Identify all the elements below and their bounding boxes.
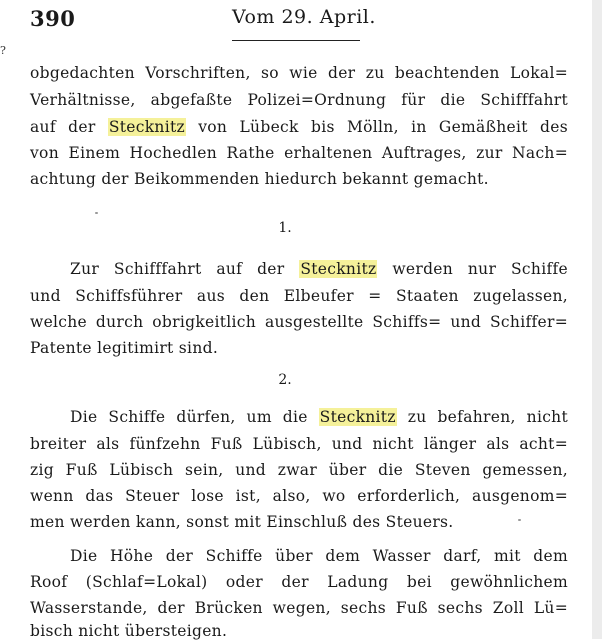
text-line: Die Schiffe dürfen, um die Stecknitz zu befahren, nicht <box>70 408 568 426</box>
text-line: Wasserstande, der Brücken wegen, sechs Fuß sechs Zoll Lü= <box>30 599 568 617</box>
header-rule <box>232 40 360 41</box>
text-line: zig Fuß Lübisch sein, und zwar über die Steven gemessen, <box>30 461 568 479</box>
scan-speck <box>518 519 521 521</box>
text-line: bisch nicht übersteigen. <box>30 622 228 640</box>
text-line: welche durch obrigkeitlich ausgestellte Schiffs= und Schiffer= <box>30 313 568 331</box>
page-edge-shadow <box>592 0 602 639</box>
highlighted-word: Stecknitz <box>300 260 377 278</box>
text-line: Die Höhe der Schiffe über dem Wasser darf, mit dem <box>70 547 568 565</box>
text-line: von Einem Hochedlen Rathe erhaltenen Auftrages, zur Nach= <box>30 144 568 162</box>
text-line: Verhältnisse, abgefaßte Polizei=Ordnung für die Schifffahrt <box>30 91 568 109</box>
page-number: 390 <box>30 6 76 31</box>
section-number: 2. <box>278 372 292 388</box>
text-line: achtung der Beikommenden hiedurch bekannt gemacht. <box>30 170 489 188</box>
margin-mark: ? <box>0 44 6 57</box>
text-line: breiter als fünfzehn Fuß Lübisch, und nicht länger als acht= <box>30 435 568 453</box>
scan-speck <box>95 212 98 214</box>
text-line: Patente legitimirt sind. <box>30 339 219 357</box>
highlighted-word: Stecknitz <box>319 408 396 426</box>
text-line: auf der Stecknitz von Lübeck bis Mölln, in Gemäßheit des <box>30 118 568 136</box>
section-number: 1. <box>278 220 292 236</box>
text-line: men werden kann, sonst mit Einschluß des Steuers. <box>30 513 454 531</box>
text-line: und Schiffsführer aus den Elbeufer = Staaten zugelassen, <box>30 287 568 305</box>
text-line: Zur Schifffahrt auf der Stecknitz werden nur Schiffe <box>70 260 568 278</box>
text-line: wenn das Steuer lose ist, also, wo erforderlich, ausgenom= <box>30 487 568 505</box>
text-line: obgedachten Vorschriften, so wie der zu beachtenden Lokal= <box>30 64 568 82</box>
text-line: Roof (Schlaf=Lokal) oder der Ladung bei gewöhnlichem <box>30 573 568 591</box>
running-head: Vom 29. April. <box>232 6 376 28</box>
highlighted-word: Stecknitz <box>108 118 185 136</box>
